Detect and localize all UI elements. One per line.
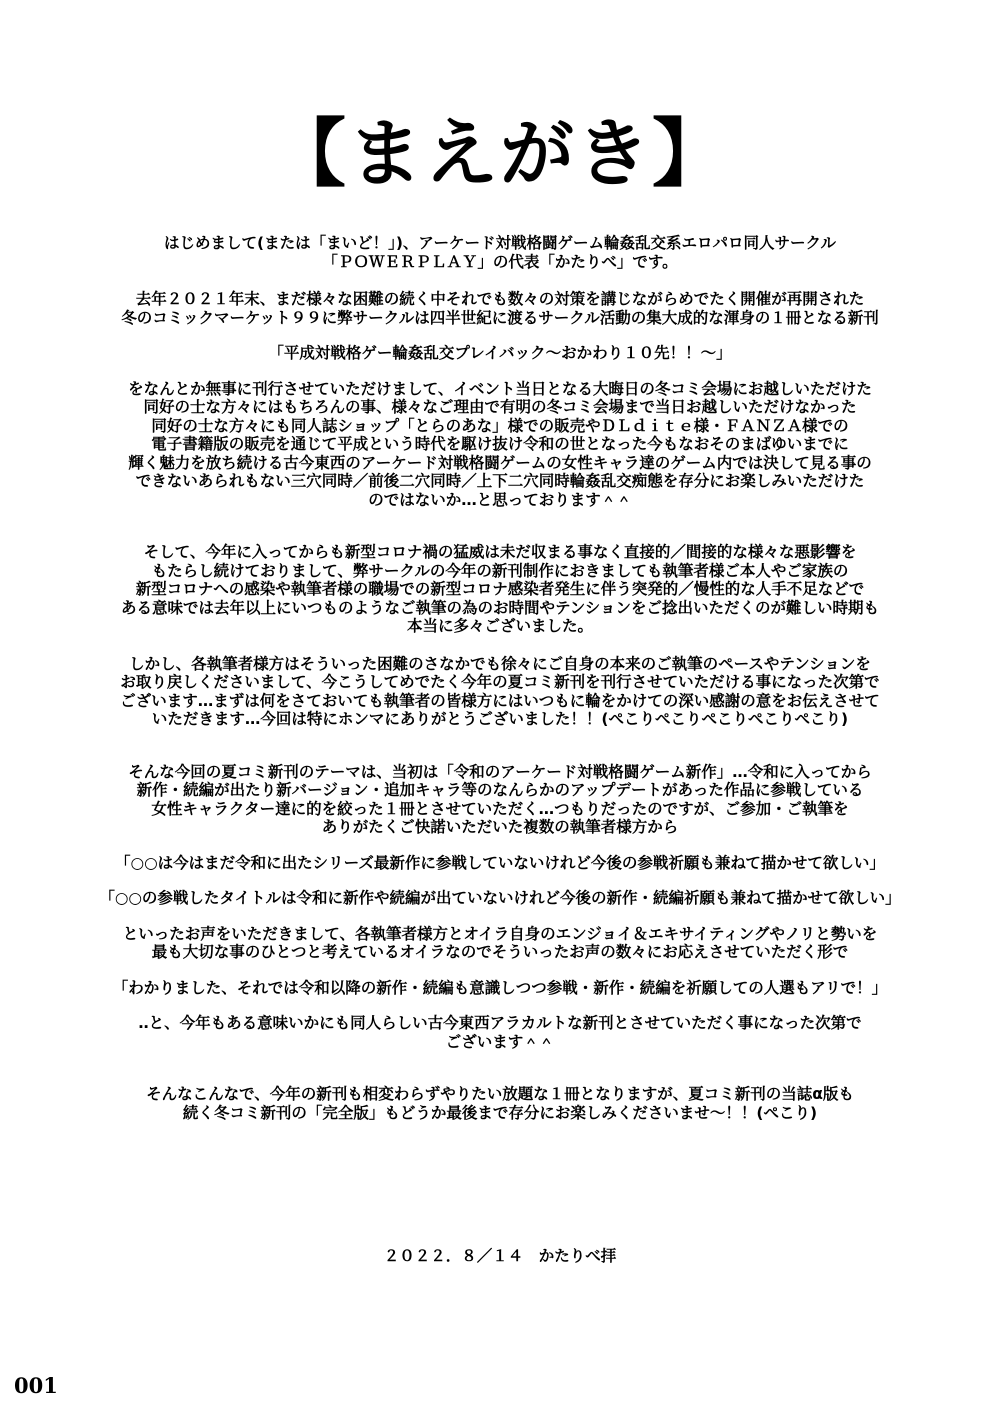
text-line: しかし、各執筆者様方はそういった困難のさなかでも徐々にご自身の本来のご執筆のペースやテンションを <box>129 654 871 673</box>
text-line: ある意味では去年以上にいつものようなご執筆の為のお時間やテンションをご捻出いただくのが難しい時期も <box>120 598 880 617</box>
text-line: 最も大切な事のひとつと考えているオイラなのでそういったお声の数々にお応えさせていただく形で <box>151 943 849 961</box>
text-line: はじめまして(または「まいど！」)、アーケード対戦格闘ゲーム輪姦乱交系エロパロ同人サークル <box>164 234 836 252</box>
paragraph-closing <box>40 1085 960 1122</box>
text-line: 続く冬コミ新刊の「完全版」もどうか最後まで存分にお楽しみくださいませ～！！(ぺこり) <box>182 1103 818 1122</box>
text-line: もたらし続けておりまして、弊サークルの今年の新刊制作におきましても執筆者様ご本人やご家族の <box>151 561 849 580</box>
paragraph-covid <box>40 543 960 636</box>
text-line: ‥と、今年もある意味いかにも同人らしい古今東西アラカルトな新刊とさせていただく事になった次第で <box>138 1014 862 1032</box>
text-line: 「平成対戦格ゲー輪姦乱交プレイバック～おかわり１０先！！～」 <box>268 344 732 362</box>
text-line: 女性キャラクター達に的を絞った１冊とさせていただく…つもりだったのですが、ご参加・ご執筆を <box>151 799 849 818</box>
paragraph-greeting <box>40 234 960 271</box>
text-line: 去年２０２１年末、まだ様々な困難の続く中それでも数々の対策を講じながらめでたく開催が再開された <box>135 290 865 308</box>
text-line: 「○○は今はまだ令和に出たシリーズ最新作に参戦していないけれど今後の参戦祈願も兼ねて描かせて欲しい」 <box>115 853 885 872</box>
paragraph-release <box>40 380 960 510</box>
page-number: 001 <box>14 1373 58 1398</box>
text-line: そして、今年に入ってからも新型コロナ禍の猛威は未だ収まる事なく直接的／間接的な様々な悪影響を <box>143 543 857 561</box>
text-line: をなんとか無事に刊行させていただけまして、イベント当日となる大晦日の冬コミ会場にお越しいただけた <box>128 379 872 398</box>
text-line: 輝く魅力を放ち続ける古今東西のアーケード対戦格闘ゲームの女性キャラ達のゲーム内では決して見る事の <box>128 453 872 472</box>
paragraph-thanks <box>40 655 960 729</box>
text-line: 同好の士な方々にはもちろんの事、様々なご理由で有明の冬コミ会場まで当日お越しいただけなかった <box>143 398 857 416</box>
text-line: できないあられもない三穴同時／前後二穴同時／上下二穴同時輪姦乱交痴態を存分にお楽しみいただけた <box>135 472 865 490</box>
text-line: といったお声をいただきまして、各執筆者様方とオイラ自身のエンジョイ＆エキサイティングやノリと勢いを <box>122 924 878 943</box>
paragraph-book-title <box>40 344 960 363</box>
text-line: お取り戻しくださいまして、今こうしてめでたく今年の夏コミ新刊を刊行させていただける事になった次第で <box>120 673 880 691</box>
paragraph-theme <box>40 763 960 837</box>
text-line: 本当に多々ございました。 <box>406 617 593 635</box>
text-line: のではないか…と思っております＾＾ <box>368 490 632 509</box>
text-line: ありがたくご快諾いただいた複数の執筆者様方から <box>321 818 679 836</box>
text-line: 冬のコミックマーケット９９に弊サークルは四半世紀に渡るサークル活動の集大成的な渾身の１冊となる新刊 <box>121 308 879 327</box>
text-line: 新作・続編が出たり新バージョン・追加キャラ等のなんらかのアップデートがあった作品に参戦している <box>136 781 864 799</box>
page-title: 【まえがき】 <box>272 111 728 197</box>
paragraph-last-year <box>40 290 960 327</box>
paragraph-quote-3 <box>40 979 960 998</box>
text-line: いただきます…今回は特にホンマにありがとうございました！！(ぺこりぺこりぺこりぺこりぺこり) <box>151 710 849 728</box>
text-line: 電子書籍版の販売を通じて平成という時代を駆け抜け令和の世となった今もなおそのまばゆいまでに <box>151 435 849 453</box>
paragraph-quote-1 <box>40 854 960 873</box>
paragraph-response <box>40 925 960 962</box>
text-line: 同好の士な方々にも同人誌ショップ「とらのあな」様での販売やＤＬｄｉｔｅ様・ＦＡＮＺＡ様での <box>151 416 849 435</box>
preface-body <box>40 234 960 1122</box>
text-line: 「わかりました、それでは令和以降の新作・続編も意識しつつ参戦・新作・続編を祈願しての人選もアリで！」 <box>112 978 888 997</box>
text-line: 「ＰＯＷＥＲＰＬＡＹ」の代表「かたりべ」です。 <box>322 252 678 271</box>
text-line: 「○○の参戦したタイトルは令和に新作や続編が出ていないけれど今後の新作・続編祈願も兼ねて描かせて欲しい」 <box>99 889 901 907</box>
text-line: そんなこんなで、今年の新刊も相変わらずやりたい放題な１冊となりますが、夏コミ新刊の当誌α版も <box>146 1085 854 1103</box>
date-signature: ２０２２．８／１４ かたりべ拝 <box>383 1247 617 1265</box>
text-line: ございます…まずは何をさておいても執筆者の皆様方にはいつもに輪をかけての深い感謝の意をお伝えさせて <box>120 691 880 710</box>
text-line: 新型コロナへの感染や執筆者様の職場での新型コロナ感染者発生に伴う突発的／慢性的な人手不足などで <box>135 580 865 598</box>
paragraph-conclusion <box>40 1014 960 1051</box>
text-line: ございます＾＾ <box>445 1032 555 1051</box>
text-line: そんな今回の夏コミ新刊のテーマは、当初は「令和のアーケード対戦格闘ゲーム新作」…令和に入ってから <box>128 762 872 781</box>
paragraph-quote-2 <box>40 889 960 908</box>
